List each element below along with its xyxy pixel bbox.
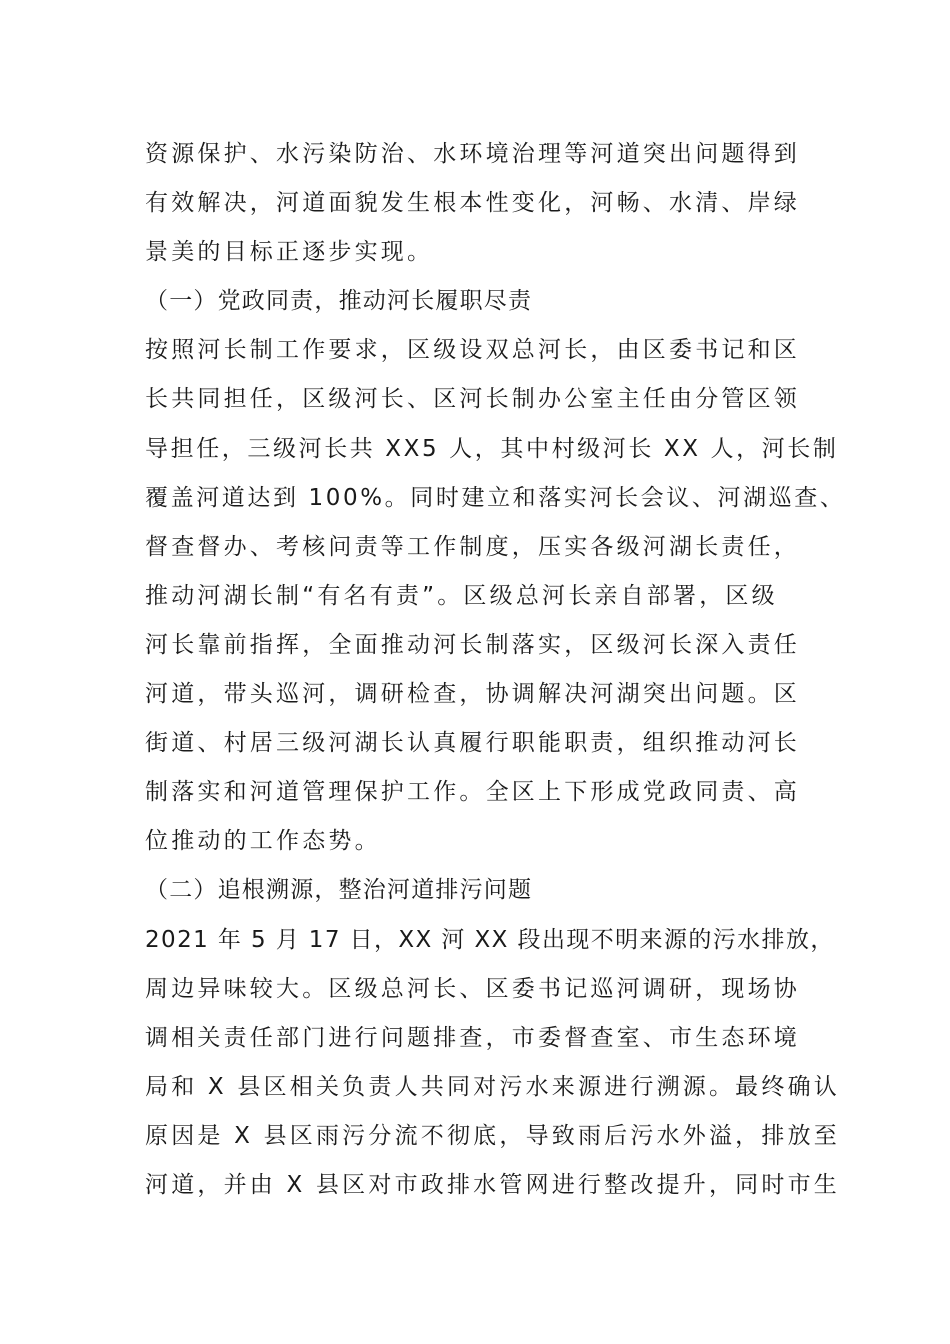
paragraph-line: 河长靠前指挥，全面推动河长制落实，区级河长深入责任 <box>145 631 800 658</box>
paragraph-line: 资源保护、水污染防治、水环境治理等河道突出问题得到 <box>145 141 800 167</box>
paragraph-line: 制落实和河道管理保护工作。全区上下形成党政同责、高 <box>145 779 800 806</box>
paragraph-line: 有效解决，河道面貌发生根本性变化，河畅、水清、岸绿 <box>145 190 800 217</box>
paragraph-line: 原因是 X 县区雨污分流不彻底，导致雨后污水外溢，排放至 <box>145 1122 840 1149</box>
paragraph-line: 按照河长制工作要求，区级设双总河长，由区委书记和区 <box>145 337 800 364</box>
paragraph-line: 位推动的工作态势。 <box>145 828 381 855</box>
paragraph-line: 导担任，三级河长共 XX5 人，其中村级河长 XX 人，河长制 <box>145 435 839 462</box>
paragraph-line: 覆盖河道达到 100%。同时建立和落实河长会议、河湖巡查、 <box>145 484 846 511</box>
section-heading: （二）追根溯源，整治河道排污问题 <box>145 877 533 904</box>
paragraph-line: 2021 年 5 月 17 日，XX 河 XX 段出现不明来源的污水排放， <box>145 926 835 953</box>
paragraph-line: 推动河湖长制“有名有责”。区级总河长亲自部署，区级 <box>145 582 778 609</box>
body-text <box>145 130 845 1210</box>
paragraph-line: 河道，带头巡河，调研检查，协调解决河湖突出问题。区 <box>145 681 800 708</box>
paragraph-line: 河道，并由 X 县区对市政排水管网进行整改提升，同时市生 <box>145 1171 840 1198</box>
paragraph-line: 景美的目标正逐步实现。 <box>145 239 434 266</box>
paragraph-line: 局和 X 县区相关负责人共同对污水来源进行溯源。最终确认 <box>145 1073 840 1100</box>
section-heading: （一）党政同责，推动河长履职尽责 <box>145 288 533 315</box>
paragraph-line: 街道、村居三级河湖长认真履行职能职责，组织推动河长 <box>145 730 800 757</box>
paragraph-line: 调相关责任部门进行问题排查，市委督查室、市生态环境 <box>145 1024 800 1051</box>
paragraph-line: 督查督办、考核问责等工作制度，压实各级河湖长责任， <box>145 533 800 560</box>
paragraph-line: 长共同担任，区级河长、区河长制办公室主任由分管区领 <box>145 386 800 413</box>
paragraph-line: 周边异味较大。区级总河长、区委书记巡河调研，现场协 <box>145 975 800 1002</box>
